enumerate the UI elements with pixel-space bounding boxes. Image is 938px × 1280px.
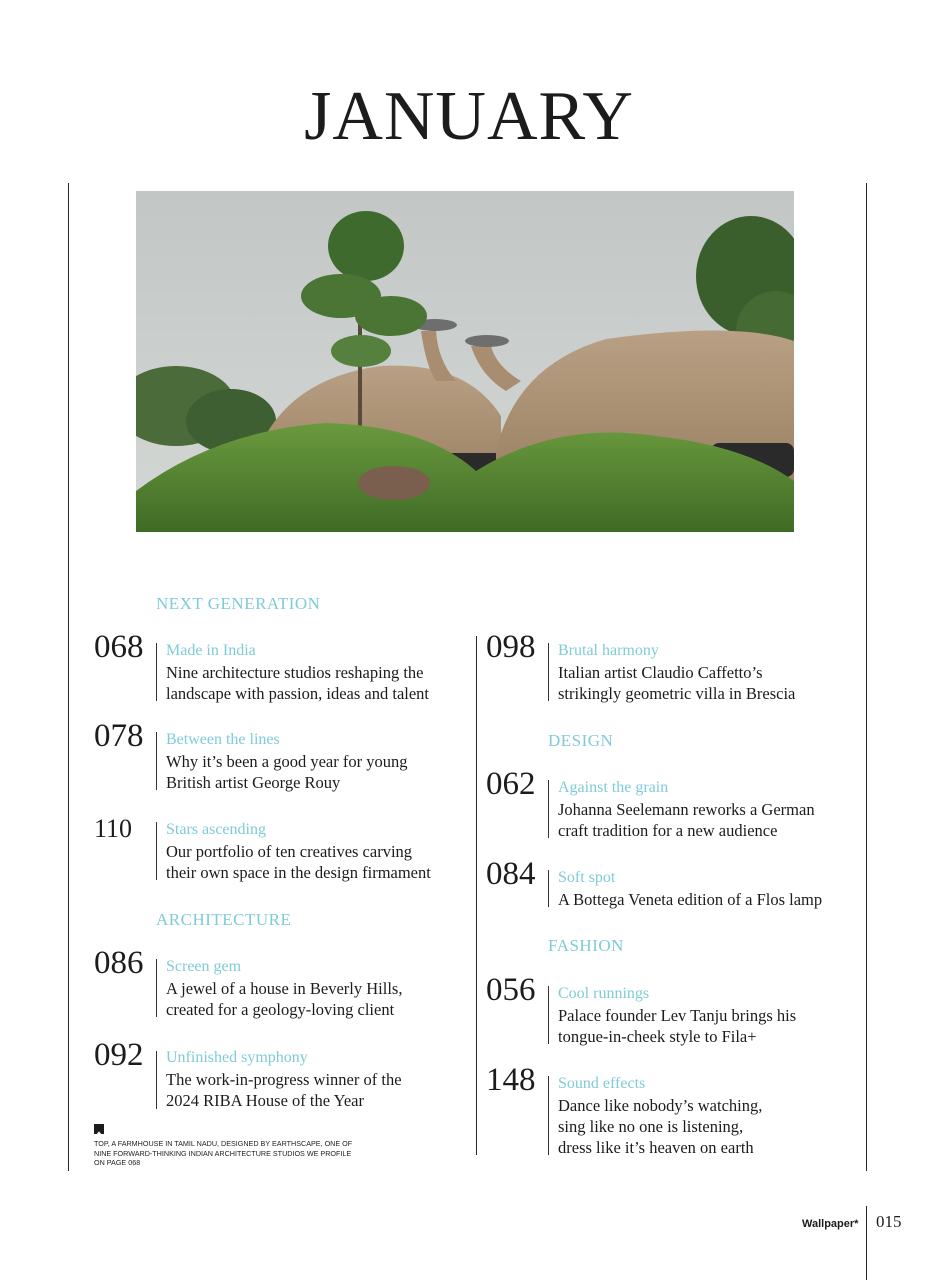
entry-page-number: 078 — [94, 718, 144, 754]
right-frame-rule — [866, 183, 867, 1171]
entry-page-number: 062 — [486, 766, 536, 802]
entry-title: Soft spot — [558, 869, 616, 886]
section-heading-fashion: FASHION — [548, 936, 624, 955]
entry-description-line: Italian artist Claudio Caffetto’s — [558, 663, 763, 682]
entry-rule — [548, 643, 549, 701]
arrow-up-icon — [94, 1124, 104, 1134]
entry-page-number: 068 — [94, 629, 144, 665]
footer-rule — [866, 1206, 867, 1280]
entry-title: Against the grain — [558, 779, 669, 796]
entry-description-line: Palace founder Lev Tanju brings his — [558, 1006, 797, 1025]
entry-page-number: 148 — [486, 1062, 536, 1098]
entry-page-number: 086 — [94, 945, 144, 981]
entry-description-line: landscape with passion, ideas and talent — [166, 684, 430, 703]
entry-description-line: tongue-in-cheek style to Fila+ — [558, 1027, 757, 1046]
entry-page-number: 110 — [94, 814, 133, 843]
entry-rule — [156, 732, 157, 790]
feature-photo — [136, 191, 794, 532]
entry-rule — [548, 870, 549, 907]
entry-description-line: created for a geology-loving client — [166, 1000, 395, 1019]
entry-title: Stars ascending — [166, 821, 266, 838]
entry-title: Screen gem — [166, 958, 242, 975]
entry-rule — [156, 1051, 157, 1109]
entry-description-line: strikingly geometric villa in Brescia — [558, 684, 796, 703]
entry-rule — [156, 643, 157, 701]
entry-rule — [156, 959, 157, 1017]
entry-description-line: Johanna Seelemann reworks a German — [558, 800, 815, 819]
entry-title: Between the lines — [166, 731, 280, 748]
entry-page-number: 056 — [486, 972, 536, 1008]
entry-description-line: A jewel of a house in Beverly Hills, — [166, 979, 403, 998]
page-number: 015 — [876, 1212, 902, 1231]
section-heading-next-generation: NEXT GENERATION — [156, 594, 321, 613]
section-heading-architecture: ARCHITECTURE — [156, 910, 292, 929]
entry-description-line: craft tradition for a new audience — [558, 821, 778, 840]
entry-description-line: their own space in the design firmament — [166, 863, 431, 882]
entry-rule — [156, 822, 157, 880]
entry-description-line: Our portfolio of ten creatives carving — [166, 842, 413, 861]
entry-title: Made in India — [166, 642, 256, 659]
entry-description-line: A Bottega Veneta edition of a Flos lamp — [558, 890, 823, 909]
entry-page-number: 092 — [94, 1037, 144, 1073]
entry-rule — [548, 780, 549, 838]
column-divider — [476, 636, 477, 1155]
entry-description-line: 2024 RIBA House of the Year — [166, 1091, 364, 1110]
entry-page-number: 098 — [486, 629, 536, 665]
entry-title: Unfinished symphony — [166, 1049, 308, 1066]
entry-rule — [548, 1076, 549, 1155]
entry-rule — [548, 986, 549, 1044]
section-heading-design: DESIGN — [548, 731, 614, 750]
entry-title: Sound effects — [558, 1075, 646, 1092]
brand-logo: Wallpaper* — [802, 1218, 859, 1230]
photo-caption: TOP, A FARMHOUSE IN TAMIL NADU, DESIGNED BY EARTHSCAPE, ONE OF NINE FORWARD-THINKING INDIAN ARCHITECTURE STUDIOS WE PROFILE ON PAGE 068 — [94, 1139, 353, 1167]
page-title: JANUARY — [304, 78, 634, 155]
entry-description-line: British artist George Rouy — [166, 773, 341, 792]
entry-title: Cool runnings — [558, 985, 650, 1002]
entry-description-line: Why it’s been a good year for young — [166, 752, 408, 771]
entry-title: Brutal harmony — [558, 642, 659, 659]
entry-page-number: 084 — [486, 856, 536, 892]
entry-description-line: dress like it’s heaven on earth — [558, 1138, 754, 1157]
left-frame-rule — [68, 183, 69, 1171]
entry-description-line: Dance like nobody’s watching, — [558, 1096, 763, 1115]
entry-description-line: sing like no one is listening, — [558, 1117, 744, 1136]
entry-description-line: Nine architecture studios reshaping the — [166, 663, 424, 682]
entry-description-line: The work-in-progress winner of the — [166, 1070, 402, 1089]
